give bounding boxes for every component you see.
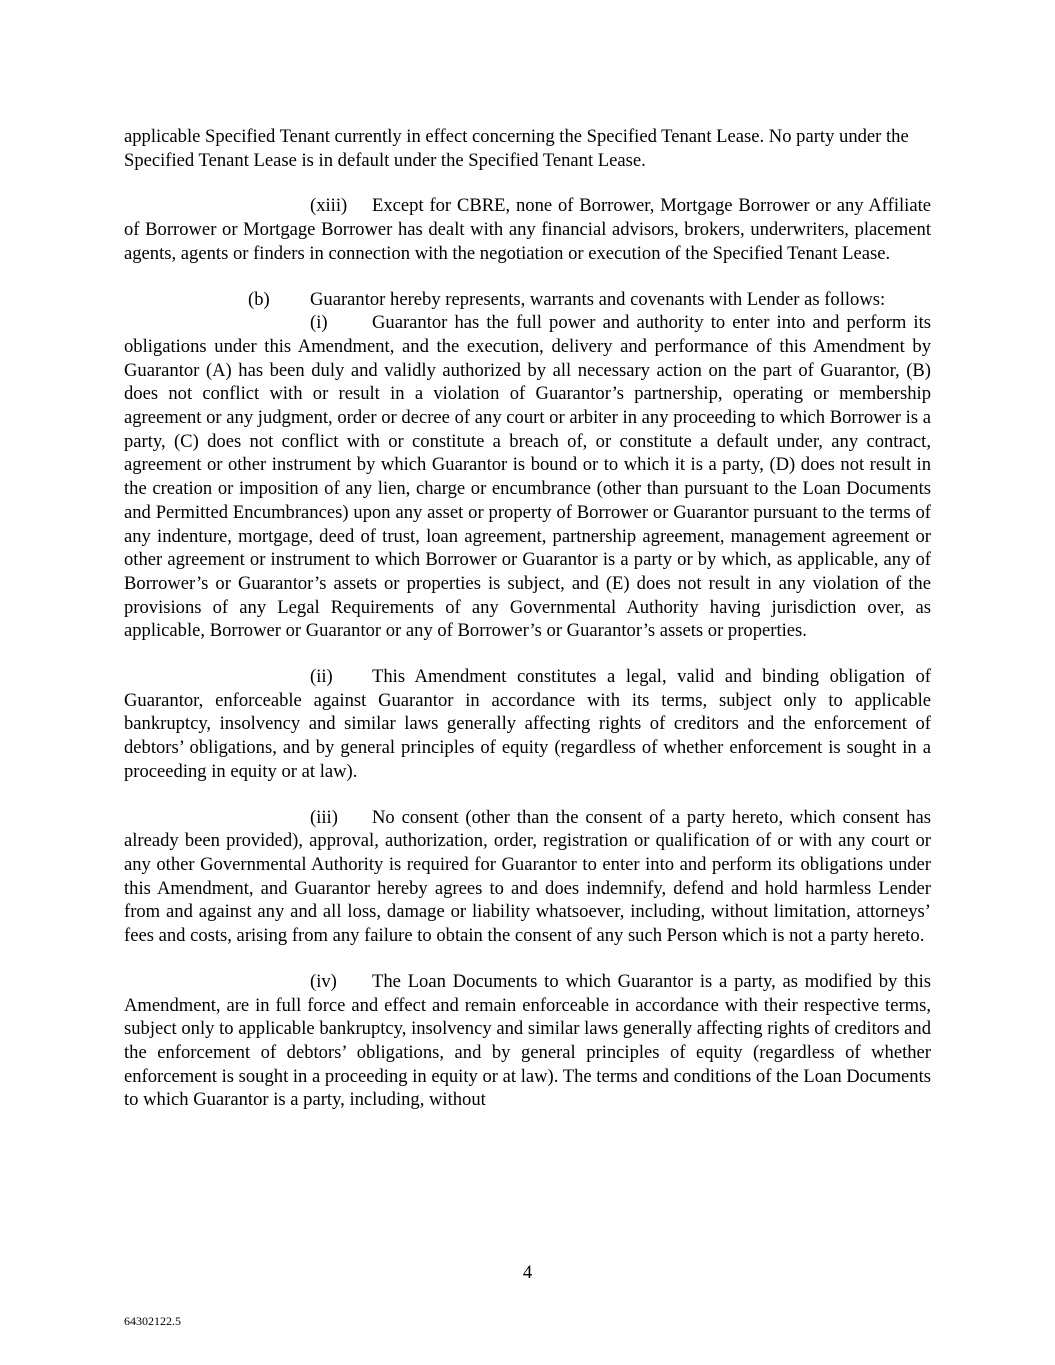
paragraph-text: This Amendment constitutes a legal, valid and binding obligation of Guarantor, enforceable against Guarantor in accordance with its terms, subject only to applicable bankruptcy, insolvency and similar laws generally affecting rights of creditors and the enforcement of debtors’ obligations, and by general principles of equity (regardless of whether enforcement is sought in a proceeding in equity or at law).: [124, 666, 931, 782]
paragraph-text: The Loan Documents to which Guarantor is a party, as modified by this Amendment, are in full force and effect and remain enforceable in accordance with their respective terms, subject only to applicable bankruptcy, insolvency and similar laws generally affecting rights of creditors and the enforcement of debtors’ obligations, and by general principles of equity (regardless of whether enforcement is sought in a proceeding in equity or at law). The terms and conditions of the Loan Documents to which Guarantor is a party, including, without: [124, 970, 931, 1111]
paragraph-marker: (iv): [310, 970, 337, 992]
paragraph-continuation: [124, 125, 931, 172]
paragraph-ii: [124, 665, 931, 784]
paragraph-marker: (iii): [310, 806, 338, 828]
paragraph-marker: (xiii): [310, 195, 348, 217]
paragraph-xiii: [124, 194, 931, 265]
paragraph-iv: [124, 970, 931, 1112]
paragraph-text: Guarantor hereby represents, warrants and covenants with Lender as follows:: [310, 288, 886, 310]
paragraph-marker: (ii): [310, 666, 333, 688]
document-body: [124, 125, 931, 1134]
paragraph-marker: (b): [248, 288, 270, 310]
paragraph-text: Guarantor has the full power and authority to enter into and perform its obligations under this Amendment, and the execution, delivery and performance of this Amendment by Guarantor (A) has been duly and validly authorized by all necessary action on the part of Guarantor, (B) does not conflict with or result in a violation of Guarantor’s partnership, operating or membership agreement or any judgment, order or decree of any court or arbiter in any proceeding to which Borrower is a party, (C) does not conflict with or constitute a breach of, or constitute a default under, any contract, agreement or other instrument by which Guarantor is bound or to which it is a party, (D) does not result in the creation or imposition of any lien, charge or encumbrance (other than pursuant to the Loan Documents and Permitted Encumbrances) upon any asset or property of Borrower or Guarantor pursuant to the terms of any indenture, mortgage, deed of trust, loan agreement, partnership agreement, management agreement or other agreement or instrument to which Borrower or Guarantor is a party or by which, as applicable, any of Borrower’s or Guarantor’s assets or properties is subject, and (E) does not result in any violation of the provisions of any Legal Requirements of any Governmental Authority having jurisdiction over, as applicable, Borrower or Guarantor or any of Borrower’s or Guarantor’s assets or properties.: [124, 312, 931, 642]
document-id: 64302122.5: [124, 1314, 181, 1328]
paragraph-text: Except for CBRE, none of Borrower, Mortgage Borrower or any Affiliate of Borrower or Mortgage Borrower has dealt with any financial advisors, brokers, underwriters, placement agents, agents or finders in connection with the negotiation or execution of the Specified Tenant Lease.: [124, 195, 931, 264]
paragraph-text: applicable Specified Tenant currently in effect concerning the Specified Tenant Lease. No party under the Specified Tenant Lease is in default under the Specified Tenant Lease.: [124, 126, 909, 171]
paragraph-text: No consent (other than the consent of a party hereto, which consent has already been provided), approval, authorization, order, registration or qualification of or with any court or any other Governmental Authority is required for Guarantor to enter into and perform its obligations under this Amendment, and Guarantor hereby agrees to and does indemnify, defend and hold harmless Lender from and against any and all loss, damage or liability whatsoever, including, without limitation, attorneys’ fees and costs, arising from any failure to obtain the consent of any such Person which is not a party hereto.: [124, 806, 931, 947]
paragraph-marker: (i): [310, 312, 328, 334]
paragraph-iii: [124, 806, 931, 948]
page-number: 4: [522, 1262, 533, 1283]
paragraph-b: [124, 288, 931, 312]
paragraph-i: [124, 311, 931, 643]
